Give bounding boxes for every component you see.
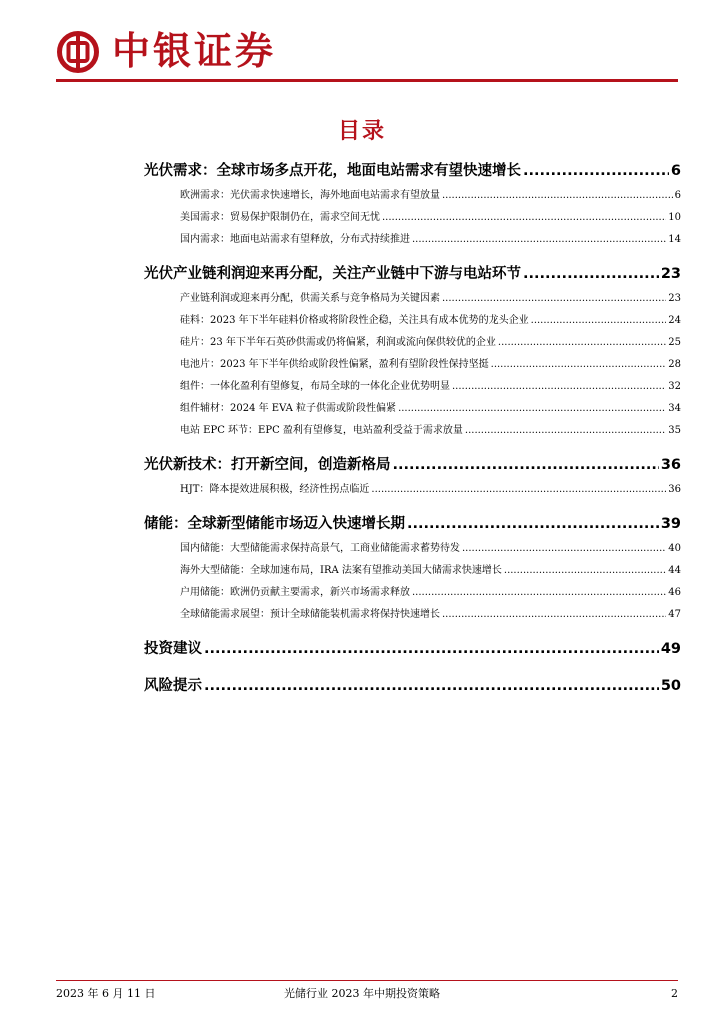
toc-leader-dots	[407, 515, 659, 533]
toc-entry-title: 风险提示	[144, 678, 202, 694]
header-rule	[56, 79, 678, 82]
toc-leader-dots	[452, 380, 666, 393]
footer-report-title: 光储行业 2023 年中期投资策略	[284, 987, 440, 1000]
toc-entry-page: 34	[668, 403, 681, 414]
footer-rule	[56, 980, 678, 981]
toc-entry-title: 欧洲需求：光伏需求快速增长，海外地面电站需求有望放量	[180, 190, 440, 201]
toc-entry-title: 电站 EPC 环节：EPC 盈利有望修复，电站盈利受益于需求放量	[180, 425, 463, 436]
toc-entry-page: 14	[668, 234, 681, 245]
toc-entry-title: 美国需求：贸易保护限制仍在，需求空间无忧	[180, 212, 380, 223]
toc-subsection-entry[interactable]	[180, 314, 681, 327]
toc-leader-dots	[504, 564, 666, 577]
toc-entry-page: 6	[670, 163, 681, 179]
toc-leader-dots	[442, 292, 666, 305]
toc-section-entry[interactable]	[144, 265, 681, 283]
toc-leader-dots	[442, 608, 666, 621]
toc-section-entry[interactable]	[144, 456, 681, 474]
toc-leader-dots	[491, 358, 667, 371]
toc-subsection-entry[interactable]	[180, 292, 681, 305]
toc-subsection-entry[interactable]	[180, 211, 681, 224]
toc-subsection-entry[interactable]	[180, 542, 681, 555]
toc-entry-title: 组件：一体化盈利有望修复，布局全球的一体化企业优势明显	[180, 381, 450, 392]
toc-entry-page: 10	[668, 212, 681, 223]
toc-entry-title: 光伏需求：全球市场多点开花，地面电站需求有望快速增长	[144, 163, 521, 179]
toc-leader-dots	[462, 542, 666, 555]
toc-subsection-entry[interactable]	[180, 608, 681, 621]
toc-entry-title: 组件辅材：2024 年 EVA 粒子供需或阶段性偏紧	[180, 403, 397, 414]
toc-entry-title: 产业链利润或迎来再分配，供需关系与竞争格局为关键因素	[180, 293, 440, 304]
toc-entry-page: 23	[668, 293, 681, 304]
toc-entry-page: 36	[668, 484, 681, 495]
toc-subsection-entry[interactable]	[180, 233, 681, 246]
bank-of-china-logo-icon	[56, 30, 100, 74]
brand-name: 中银证券	[112, 29, 277, 73]
toc-subsection-entry[interactable]	[180, 402, 681, 415]
toc-entry-page: 25	[668, 337, 681, 348]
toc-entry-page: 46	[668, 587, 681, 598]
footer-date: 2023 年 6 月 11 日	[56, 987, 156, 1000]
toc-leader-dots	[531, 314, 667, 327]
toc-leader-dots	[382, 211, 666, 224]
toc-entry-page: 44	[668, 565, 681, 576]
toc-entry-title: 户用储能：欧洲仍贡献主要需求，新兴市场需求释放	[180, 587, 410, 598]
toc-entry-page: 35	[668, 425, 681, 436]
page-header	[56, 22, 676, 76]
toc-leader-dots	[498, 336, 666, 349]
toc-entry-title: 光伏新技术：打开新空间，创造新格局	[144, 457, 391, 473]
toc-leader-dots	[412, 233, 666, 246]
toc-leader-dots	[523, 265, 659, 283]
toc-subsection-entry[interactable]	[180, 424, 681, 437]
toc-subsection-entry[interactable]	[180, 189, 681, 202]
toc-entry-page: 24	[668, 315, 681, 326]
toc-entry-title: 电池片：2023 年下半年供给或阶段性偏紧，盈利有望阶段性保持坚挺	[180, 359, 489, 370]
toc-entry-page: 40	[668, 543, 681, 554]
toc-entry-page: 23	[660, 266, 681, 282]
toc-leader-dots	[398, 402, 666, 415]
toc-entry-title: 海外大型储能：全球加速布局，IRA 法案有望推动美国大储需求快速增长	[180, 565, 502, 576]
toc-subsection-entry[interactable]	[180, 336, 681, 349]
toc-entry-page: 32	[668, 381, 681, 392]
toc-entry-title: 硅料：2023 年下半年硅料价格或将阶段性企稳，关注具有成本优势的龙头企业	[180, 315, 529, 326]
toc-section-entry[interactable]	[144, 640, 681, 658]
toc-entry-title: 硅片：23 年下半年石英砂供需或仍将偏紧，利润或流向保供较优的企业	[180, 337, 496, 348]
toc-leader-dots	[523, 162, 669, 180]
toc-subsection-entry[interactable]	[180, 586, 681, 599]
table-of-contents	[144, 150, 681, 695]
toc-entry-title: 全球储能需求展望：预计全球储能装机需求将保持快速增长	[180, 609, 440, 620]
toc-entry-page: 36	[660, 457, 681, 473]
toc-leader-dots	[412, 586, 666, 599]
toc-leader-dots	[442, 189, 673, 202]
toc-entry-title: 光伏产业链利润迎来再分配，关注产业链中下游与电站环节	[144, 266, 521, 282]
toc-title: 目录	[337, 119, 386, 144]
footer-page-number: 2	[671, 987, 678, 1000]
toc-entry-title: HJT：降本提效进展积极，经济性拐点临近	[180, 484, 370, 495]
toc-leader-dots	[465, 424, 666, 437]
toc-entry-title: 国内储能：大型储能需求保持高景气，工商业储能需求蓄势待发	[180, 543, 460, 554]
toc-subsection-entry[interactable]	[180, 358, 681, 371]
toc-leader-dots	[204, 677, 659, 695]
toc-entry-page: 50	[660, 678, 681, 694]
toc-entry-page: 49	[660, 641, 681, 657]
toc-section-entry[interactable]	[144, 515, 681, 533]
toc-entry-title: 国内需求：地面电站需求有望释放，分布式持续推进	[180, 234, 410, 245]
toc-section-entry[interactable]	[144, 677, 681, 695]
toc-entry-page: 6	[674, 190, 681, 201]
toc-subsection-entry[interactable]	[180, 483, 681, 496]
toc-entry-page: 39	[660, 516, 681, 532]
toc-leader-dots	[393, 456, 659, 474]
toc-entry-title: 投资建议	[144, 641, 202, 657]
toc-leader-dots	[204, 640, 659, 658]
toc-section-entry[interactable]	[144, 162, 681, 180]
toc-entry-page: 47	[668, 609, 681, 620]
toc-entry-title: 储能：全球新型储能市场迈入快速增长期	[144, 516, 405, 532]
toc-subsection-entry[interactable]	[180, 564, 681, 577]
toc-leader-dots	[371, 483, 666, 496]
toc-subsection-entry[interactable]	[180, 380, 681, 393]
toc-entry-page: 28	[668, 359, 681, 370]
